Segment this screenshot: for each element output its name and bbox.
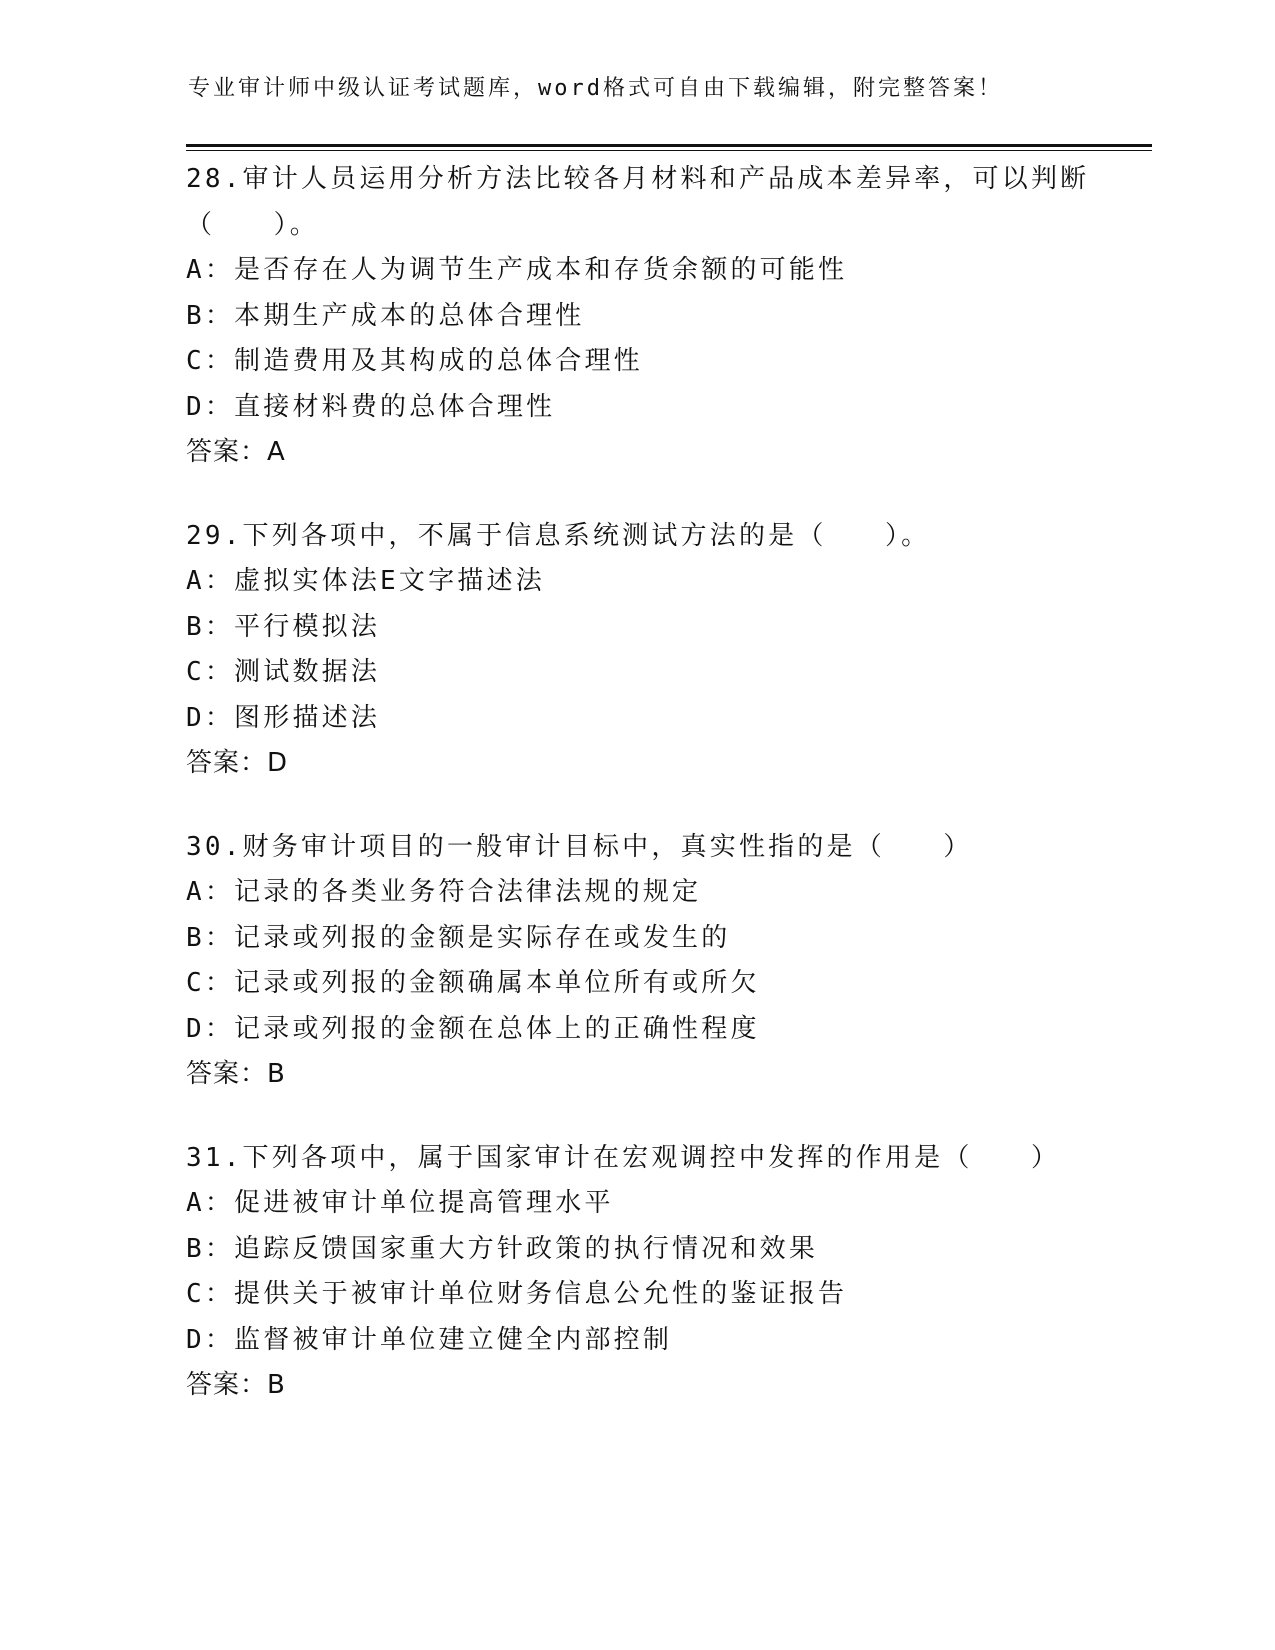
option-b: B：记录或列报的金额是实际存在或发生的 [186,922,731,953]
question-stem-continued: （ ）。 [186,209,320,240]
question-31 [186,1136,1146,1409]
option-d: D：监督被审计单位建立健全内部控制 [186,1324,673,1355]
question-stem: 30.财务审计项目的一般审计目标中，真实性指的是（ ） [186,831,973,862]
question-30 [186,825,1146,1098]
option-b: B：平行模拟法 [186,611,381,642]
answer: 答案：B [186,1059,286,1089]
option-c: C：制造费用及其构成的总体合理性 [186,346,643,376]
question-stem: 29.下列各项中，不属于信息系统测试方法的是（ ）。 [186,520,931,551]
option-a: A：虚拟实体法E文字描述法 [186,566,545,596]
option-c: C：记录或列报的金额确属本单位所有或所欠 [186,968,760,998]
option-d: D：直接材料费的总体合理性 [186,391,556,422]
option-d: D：图形描述法 [186,702,381,733]
option-a: A：促进被审计单位提高管理水平 [186,1188,614,1218]
answer: 答案：A [186,437,286,467]
option-d: D：记录或列报的金额在总体上的正确性程度 [186,1013,760,1044]
question-stem: 31.下列各项中，属于国家审计在宏观调控中发挥的作用是（ ） [186,1142,1061,1173]
question-28 [186,157,1146,476]
header-divider-thin [186,150,1152,151]
page-header: 专业审计师中级认证考试题库，word格式可自由下载编辑，附完整答案！ [188,76,1003,101]
answer: 答案：B [186,1370,286,1400]
option-c: C：提供关于被审计单位财务信息公允性的鉴证报告 [186,1279,848,1309]
option-b: B：本期生产成本的总体合理性 [186,300,585,331]
option-a: A：记录的各类业务符合法律法规的规定 [186,877,702,907]
option-a: A：是否存在人为调节生产成本和存货余额的可能性 [186,255,848,285]
question-stem: 28.审计人员运用分析方法比较各月材料和产品成本差异率，可以判断 [186,164,1090,194]
question-list [186,157,1146,1409]
header-divider-thick [186,144,1152,147]
question-29 [186,514,1146,787]
option-b: B：追踪反馈国家重大方针政策的执行情况和效果 [186,1233,819,1264]
answer: 答案：D [186,748,289,778]
option-c: C：测试数据法 [186,657,381,687]
